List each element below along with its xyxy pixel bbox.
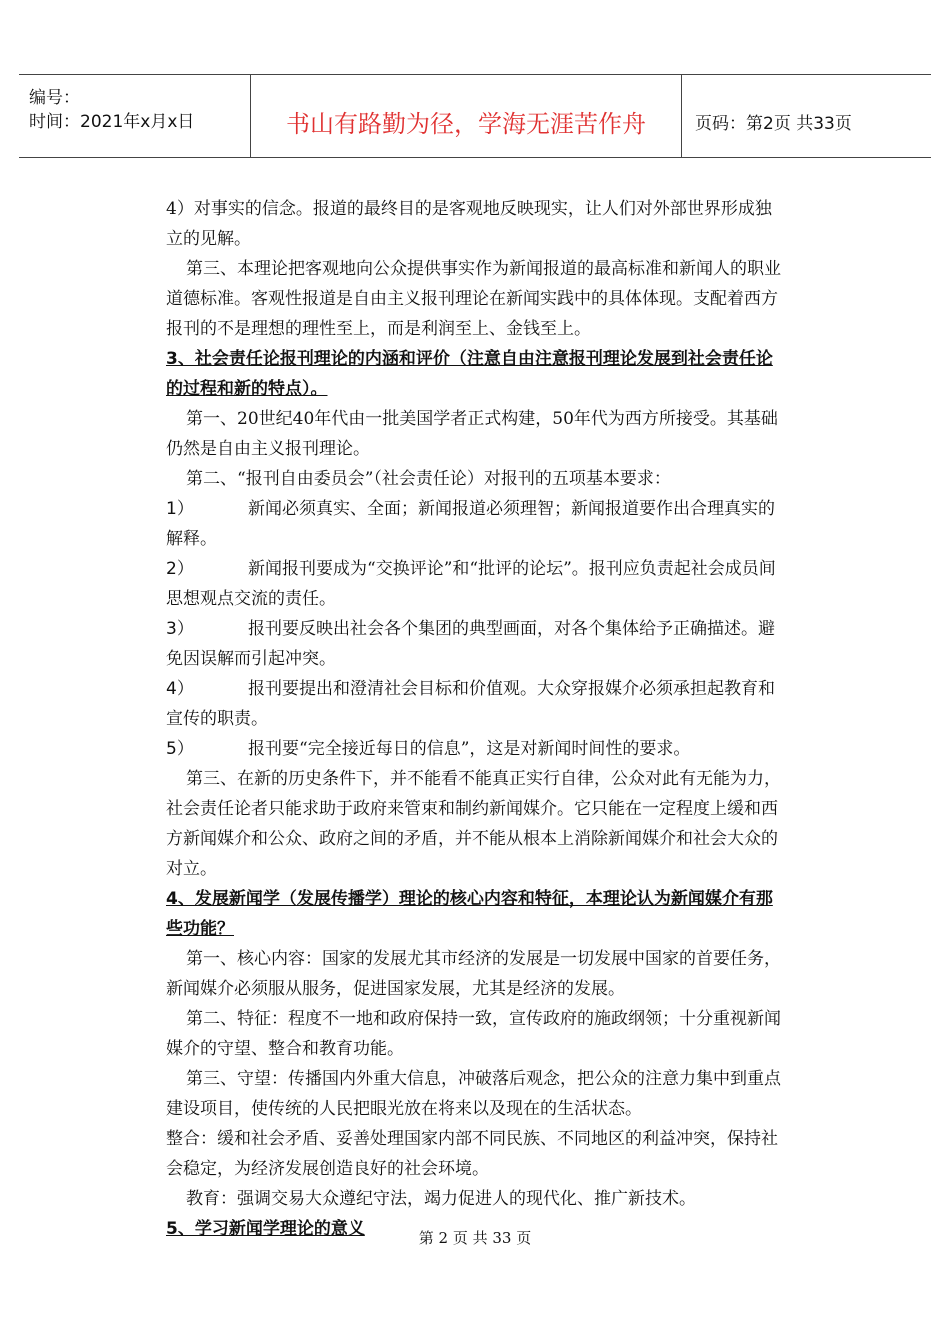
paragraph: 第三、在新的历史条件下，并不能看不能真正实行自律，公众对此有无能为力，社会责任论者只能求助于政府来管束和制约新闻媒介。它只能在一定程度上缓和西方新闻媒介和公众、政府之间的矛盾，并不能从根本上消除新闻媒介和社会大众的对立。 [166,769,781,879]
motto: 书山有路勤为径，学海无涯苦作舟 [286,110,646,138]
list-number: 1） [166,499,194,519]
paragraph: 第一、20世纪40年代由一批美国学者正式构建，50年代为西方所接受。其基础仍然是自由主义报刊理论。 [166,409,778,459]
paragraph: 4）对事实的信念。报道的最终目的是客观地反映现实，让人们对外部世界形成独立的见解。 [166,199,772,249]
list-text: 新闻报刊要成为“交换评论”和“批评的论坛”。报刊应负责起社会成员间思想观点交流的责任。 [166,559,776,609]
header-table [19,74,931,158]
time-label: 时间：2021年x月x日 [29,112,195,132]
list-item [166,674,786,734]
section-heading-3: 3、社会责任论报刊理论的内涵和评价（注意自由注意报刊理论发展到社会责任论的过程和新的特点）。 [166,349,773,399]
list-text: 报刊要提出和澄清社会目标和价值观。大众穿报媒介必须承担起教育和宣传的职责。 [166,679,775,729]
paragraph: 教育：强调交易大众遵纪守法，竭力促进人的现代化、推广新技术。 [186,1189,696,1209]
document-body [166,194,786,1244]
list-item [166,494,786,554]
section-heading-5: 5、学习新闻学理论的意义 [166,1219,365,1239]
header-meta-cell [19,75,251,157]
page-info: 页码：第2页 共33页 [695,114,852,134]
paragraph: 第一、核心内容：国家的发展尤其市经济的发展是一切发展中国家的首要任务，新闻媒介必须服从服务，促进国家发展，尤其是经济的发展。 [166,949,781,999]
paragraph: 第三、守望：传播国内外重大信息，冲破落后观念，把公众的注意力集中到重点建设项目，使传统的人民把眼光放在将来以及现在的生活状态。 [166,1069,781,1119]
page-footer: 第 2 页 共 33 页 [418,1229,532,1247]
list-item [166,554,786,614]
paragraph: 第三、本理论把客观地向公众提供事实作为新闻报道的最高标准和新闻人的职业道德标准。客观性报道是自由主义报刊理论在新闻实践中的具体体现。支配着西方报刊的不是理想的理性至上，而是利润至上、金钱至上。 [166,259,781,339]
list-number: 2） [166,559,194,579]
list-number: 5） [166,739,194,759]
section-heading-4: 4、发展新闻学（发展传播学）理论的核心内容和特征，本理论认为新闻媒介有那些功能？ [166,889,773,939]
list-text: 新闻必须真实、全面；新闻报道必须理智；新闻报道要作出合理真实的解释。 [166,499,775,549]
header-page-cell [683,75,931,157]
list-text: 报刊要反映出社会各个集团的典型画面，对各个集体给予正确描述。避免因误解而引起冲突。 [166,619,775,669]
list-number: 3） [166,619,194,639]
paragraph: 第二、特征：程度不一地和政府保持一致，宣传政府的施政纲领；十分重视新闻媒介的守望、整合和教育功能。 [166,1009,781,1059]
list-number: 4） [166,679,194,699]
paragraph: 第二、“报刊自由委员会”（社会责任论）对报刊的五项基本要求： [186,469,671,489]
paragraph: 整合：缓和社会矛盾、妥善处理国家内部不同民族、不同地区的利益冲突，保持社会稳定，为经济发展创造良好的社会环境。 [166,1129,778,1179]
header-motto-cell [251,75,682,157]
list-item [166,614,786,674]
list-text: 报刊要“完全接近每日的信息”，这是对新闻时间性的要求。 [248,739,691,759]
list-item [166,734,786,764]
number-label: 编号： [29,88,80,108]
